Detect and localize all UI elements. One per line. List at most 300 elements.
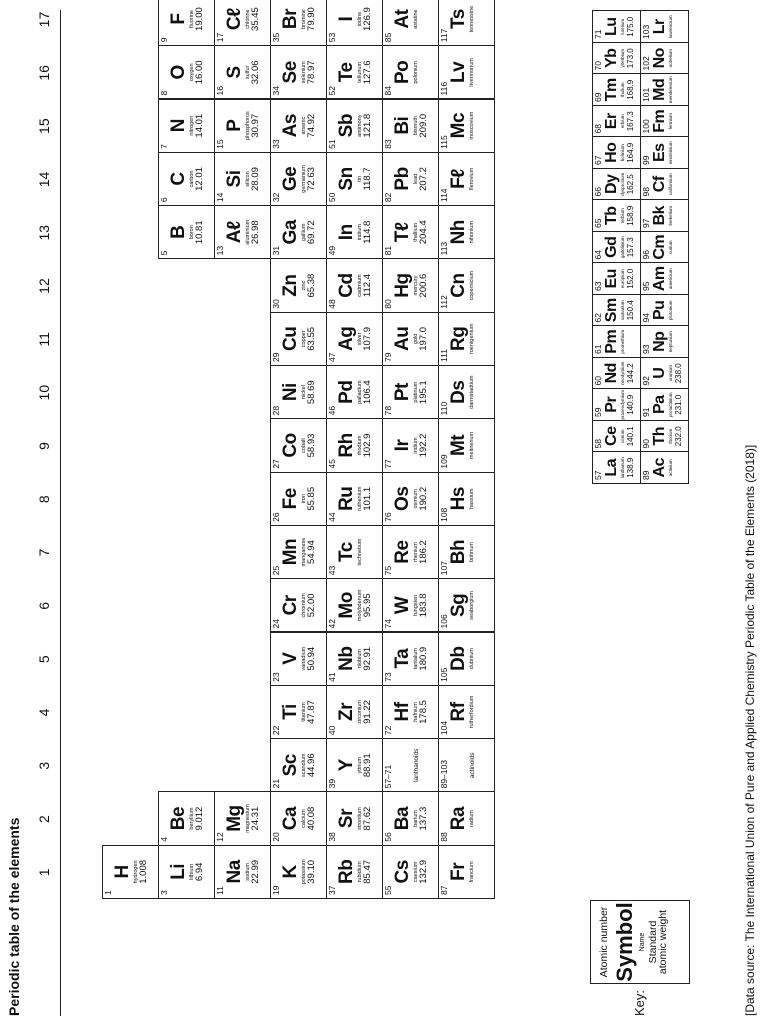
- atomic-number: 6: [159, 197, 169, 203]
- element-symbol: Mg: [224, 805, 245, 832]
- atomic-number: 23: [271, 672, 281, 682]
- atomic-number: 113: [439, 241, 449, 256]
- element-cell-i: [326, 0, 383, 46]
- atomic-number: 111: [439, 349, 449, 362]
- group-header: 8: [36, 495, 52, 504]
- atomic-weight: 22.99: [250, 859, 261, 884]
- element-cell-k: [270, 845, 327, 899]
- element-symbol: Pa: [651, 395, 668, 415]
- element-symbol: Sm: [603, 298, 620, 323]
- page-title: Periodic table of the elements: [6, 817, 22, 1016]
- atomic-number: 116: [439, 81, 449, 96]
- atomic-weight: 101.1: [362, 486, 373, 511]
- element-cell-tc: [326, 525, 383, 579]
- element-name: einsteinium: [668, 141, 673, 165]
- element-cell-te: [326, 45, 383, 99]
- element-cell-ni: [270, 365, 327, 419]
- element-cell-co: [270, 418, 327, 472]
- atomic-number: 4: [159, 836, 169, 842]
- element-cell-dy: [592, 168, 641, 201]
- element-cell-li: [158, 845, 215, 899]
- atomic-number: 8: [159, 90, 169, 96]
- atomic-weight: 152.0: [626, 268, 635, 289]
- element-name: livermorium: [469, 58, 475, 87]
- element-name: ytterbium: [620, 49, 625, 68]
- group-header: 12: [36, 278, 52, 294]
- element-cell-cs: [382, 845, 439, 899]
- atomic-weight: 144.2: [626, 363, 635, 384]
- atomic-number: 89–103: [439, 760, 449, 789]
- atomic-number: 63: [593, 281, 603, 291]
- element-symbol: Cℓ: [224, 8, 245, 31]
- atomic-number: 97: [641, 218, 651, 228]
- element-name: tellurium: [357, 61, 363, 83]
- element-name: rutherfordium: [469, 695, 475, 729]
- element-name: silver: [357, 332, 363, 346]
- element-name: thulium: [620, 82, 625, 98]
- key-symbol: Symbol: [611, 902, 637, 982]
- element-cell-ac: [640, 452, 689, 485]
- atomic-number: 50: [327, 192, 337, 203]
- element-name: scandium: [301, 753, 307, 778]
- element-cell-ge: [270, 152, 327, 206]
- element-symbol: Po: [392, 60, 413, 84]
- element-name: iron: [301, 494, 307, 504]
- atomic-weight: 195.1: [418, 380, 429, 405]
- element-name: hafnium: [413, 702, 419, 722]
- atomic-number: 115: [439, 135, 449, 149]
- atomic-number: 14: [215, 192, 225, 203]
- atomic-number: 73: [383, 672, 393, 682]
- element-cell-hf: [382, 685, 439, 739]
- element-name: praseodymium: [620, 390, 625, 420]
- element-name: samarium: [620, 300, 625, 321]
- element-symbol: Rf: [448, 702, 469, 722]
- atomic-number: 91: [641, 407, 651, 417]
- element-name: uranium: [668, 365, 673, 382]
- atomic-number: 92: [641, 376, 651, 386]
- element-symbol: Pd: [336, 380, 357, 404]
- key-weight-line1: Standard: [646, 920, 659, 964]
- element-name: curium: [668, 240, 673, 255]
- element-name: hydrogen: [133, 860, 139, 884]
- element-symbol: Nh: [448, 220, 469, 245]
- atomic-weight: 209.0: [418, 113, 429, 138]
- element-cell-np: [640, 326, 689, 359]
- atomic-weight: 192.2: [418, 433, 429, 458]
- group-header: 15: [36, 118, 52, 134]
- element-cell-cℓ: [214, 0, 271, 46]
- title-rule: [60, 10, 61, 1016]
- element-symbol: Ru: [336, 486, 357, 511]
- atomic-weight: 173.0: [626, 48, 635, 69]
- atomic-number: 3: [159, 890, 169, 895]
- element-symbol: Hf: [392, 702, 413, 722]
- atomic-weight: 121.8: [362, 113, 373, 138]
- element-name: niobium: [357, 649, 363, 669]
- atomic-weight: 10.81: [194, 220, 205, 245]
- atomic-weight: 28.09: [250, 167, 261, 191]
- atomic-number: 7: [159, 144, 169, 149]
- element-name: francium: [469, 861, 475, 883]
- element-symbol: Lu: [603, 17, 620, 37]
- atomic-weight: 72.63: [306, 167, 317, 191]
- group-header: 17: [36, 11, 52, 28]
- element-symbol: Ce: [603, 426, 620, 446]
- atomic-weight: 180.9: [418, 646, 429, 671]
- element-name: dubnium: [469, 648, 475, 670]
- element-symbol: In: [336, 224, 357, 241]
- atomic-number: 40: [327, 725, 337, 736]
- element-name: titanium: [301, 702, 307, 722]
- atomic-weight: 78.97: [306, 60, 317, 85]
- element-symbol: Pt: [392, 383, 413, 402]
- atomic-weight: 14.01: [194, 113, 205, 138]
- element-symbol: Am: [651, 266, 668, 292]
- atomic-number: 15: [215, 139, 225, 149]
- element-name: tantalum: [413, 648, 419, 670]
- group-header: 3: [36, 761, 52, 770]
- element-name: sodium: [245, 862, 251, 881]
- element-symbol: Nb: [336, 646, 357, 671]
- atomic-weight: 1.008: [138, 859, 149, 884]
- element-name: dysprosium: [620, 172, 625, 196]
- element-symbol: U: [651, 367, 668, 379]
- element-cell-sr: [326, 791, 383, 845]
- element-name: protactinium: [668, 392, 673, 418]
- element-name: zinc: [301, 280, 307, 291]
- atomic-weight: 162.5: [626, 174, 635, 195]
- element-cell-pb: [382, 152, 439, 206]
- element-symbol: Es: [651, 143, 668, 163]
- element-name: holmium: [620, 144, 625, 162]
- atomic-weight: 204.4: [418, 220, 429, 245]
- element-symbol: S: [224, 66, 245, 79]
- element-cell-cd: [326, 258, 383, 312]
- atomic-number: 48: [327, 299, 337, 309]
- element-name: plutonium: [668, 300, 673, 321]
- element-name: meitnerium: [469, 431, 475, 460]
- atomic-number: 67: [593, 155, 603, 165]
- element-cell-nb: [326, 632, 383, 686]
- series-note: actinoids: [469, 752, 476, 779]
- element-cell-p: [214, 99, 271, 153]
- group-header: 13: [36, 224, 52, 241]
- atomic-number: 75: [383, 565, 393, 576]
- element-symbol: Pr: [603, 396, 620, 413]
- element-cell-tℓ: [382, 205, 439, 259]
- atomic-weight: 106.4: [362, 380, 373, 405]
- atomic-number: 60: [593, 376, 603, 386]
- atomic-number: 96: [641, 250, 651, 260]
- element-symbol: Cr: [280, 595, 301, 616]
- element-cell-tb: [592, 200, 641, 233]
- group-header: 5: [36, 655, 52, 664]
- element-symbol: Pb: [392, 167, 413, 191]
- atomic-weight: 39.10: [306, 859, 317, 884]
- element-name: nitrogen: [189, 115, 195, 136]
- element-symbol: Os: [392, 486, 413, 511]
- element-cell-ts: [438, 0, 495, 46]
- atomic-number: 102: [641, 56, 651, 71]
- element-cell-es: [640, 137, 689, 170]
- atomic-number: 70: [593, 61, 603, 71]
- atomic-number: 106: [439, 614, 449, 629]
- element-symbol: Y: [336, 759, 357, 772]
- element-cell-rh: [326, 418, 383, 472]
- element-symbol: B: [168, 225, 189, 239]
- element-symbol: Nd: [603, 363, 620, 384]
- element-symbol: Dy: [603, 174, 620, 194]
- element-name: lead: [413, 173, 419, 185]
- atomic-number: 108: [439, 507, 449, 522]
- element-name: aluminium: [245, 219, 251, 245]
- element-name: fermium: [668, 113, 673, 130]
- atomic-number: 69: [593, 92, 603, 102]
- element-name: antimony: [357, 114, 363, 137]
- atomic-weight: 197.0: [418, 326, 429, 351]
- atomic-weight: 65.38: [306, 273, 317, 298]
- element-cell-rb: [326, 845, 383, 899]
- atomic-number: 17: [215, 32, 225, 43]
- atomic-weight: 138.9: [626, 457, 635, 478]
- atomic-weight: 44.96: [306, 753, 317, 778]
- atomic-number: 29: [271, 352, 281, 362]
- element-name: mendelevium: [668, 76, 673, 104]
- element-cell-ir: [382, 418, 439, 472]
- series-note: lanthanoids: [413, 748, 420, 782]
- element-cell-ti: [270, 685, 327, 739]
- element-cell-cu: [270, 312, 327, 366]
- atomic-weight: 88.91: [362, 753, 373, 778]
- element-name: germanium: [301, 165, 307, 193]
- element-name: indium: [357, 224, 363, 241]
- atomic-number: 52: [327, 86, 337, 96]
- element-symbol: Rg: [448, 326, 469, 352]
- element-cell-ga: [270, 205, 327, 259]
- element-name: californium: [668, 173, 673, 196]
- element-name: bismuth: [413, 116, 419, 136]
- atomic-weight: 140.9: [626, 394, 635, 415]
- atomic-number: 49: [327, 245, 337, 256]
- element-cell-sn: [326, 152, 383, 206]
- element-name: americium: [668, 268, 673, 290]
- element-name: polonium: [413, 61, 419, 84]
- atomic-number: 55: [383, 885, 393, 895]
- atomic-number: 5: [159, 250, 169, 256]
- atomic-number: 34: [271, 86, 281, 96]
- element-symbol: Br: [280, 9, 301, 30]
- element-cell-la: [592, 452, 641, 485]
- element-name: carbon: [189, 170, 195, 188]
- element-symbol: Np: [651, 331, 668, 352]
- element-cell-mg: [214, 791, 271, 845]
- atomic-weight: 175.0: [626, 16, 635, 37]
- element-symbol: Lv: [448, 61, 469, 83]
- atomic-number: 95: [641, 281, 651, 291]
- element-name: cadmium: [357, 274, 363, 297]
- atomic-number: 84: [383, 86, 393, 96]
- element-cell-n: [158, 99, 215, 153]
- element-cell-ba: [382, 791, 439, 845]
- atomic-weight: 150.4: [626, 300, 635, 321]
- element-name: beryllium: [189, 807, 195, 830]
- element-cell-tm: [592, 74, 641, 107]
- atomic-weight: 190.2: [418, 486, 429, 511]
- element-name: nihonium: [469, 221, 475, 244]
- element-cell-ce: [592, 420, 641, 453]
- atomic-weight: 158.9: [626, 205, 635, 226]
- element-symbol: Tb: [603, 206, 620, 226]
- group-header: 7: [36, 548, 52, 557]
- atomic-weight: 24.31: [250, 806, 261, 831]
- element-name: flerovium: [469, 167, 475, 191]
- atomic-weight: 19.00: [194, 7, 205, 31]
- atomic-weight: 95.95: [362, 593, 373, 618]
- atomic-number: 76: [383, 512, 393, 522]
- element-cell-na: [214, 845, 271, 899]
- element-name: thorium: [668, 428, 673, 444]
- element-name: arsenic: [301, 116, 307, 135]
- element-cell-sg: [438, 578, 495, 632]
- atomic-number: 37: [327, 885, 337, 895]
- element-symbol: Fr: [448, 862, 469, 881]
- element-symbol: Mn: [280, 538, 301, 566]
- element-symbol: Cf: [651, 176, 668, 193]
- element-cell-fe: [270, 472, 327, 526]
- element-name: oxygen: [189, 63, 195, 82]
- element-symbol: Ti: [280, 704, 301, 720]
- element-symbol: Er: [603, 113, 620, 130]
- element-name: europium: [620, 269, 625, 289]
- atomic-weight: 207.2: [418, 167, 429, 191]
- element-symbol: Cm: [651, 234, 668, 260]
- element-symbol: La: [603, 458, 620, 477]
- atomic-number: 110: [439, 401, 449, 416]
- element-cell-mc: [438, 99, 495, 153]
- element-name: platinum: [413, 381, 419, 403]
- atomic-number: 103: [641, 24, 651, 39]
- element-cell-ru: [326, 472, 383, 526]
- atomic-weight: 238.0: [674, 363, 683, 384]
- element-name: tungsten: [413, 594, 419, 616]
- element-symbol: Cn: [448, 273, 469, 298]
- atomic-number: 53: [327, 32, 337, 43]
- atomic-weight: 74.92: [306, 113, 317, 138]
- data-source-note: [Data source: The International Union of Pure and Applied Chemistry Periodic Table of the Elements (2018)]: [743, 444, 757, 1016]
- element-name: palladium: [357, 380, 363, 404]
- element-cell-fℓ: [438, 152, 495, 206]
- atomic-weight: 164.9: [626, 142, 635, 163]
- atomic-number: 58: [593, 439, 603, 449]
- element-name: radium: [469, 810, 475, 827]
- element-name: ruthenium: [357, 486, 363, 511]
- atomic-weight: 127.6: [362, 60, 373, 85]
- atomic-number: 100: [641, 119, 651, 134]
- atomic-number: 98: [641, 187, 651, 197]
- element-name: chlorine: [245, 9, 251, 29]
- element-symbol: Ag: [336, 326, 357, 352]
- atomic-number: 87: [439, 885, 449, 895]
- element-cell-cm: [640, 231, 689, 264]
- element-cell-fr: [438, 845, 495, 899]
- element-cell-os: [382, 472, 439, 526]
- element-name: neodymium: [620, 361, 625, 385]
- element-name: cerium: [620, 429, 625, 444]
- atomic-number: 77: [383, 459, 393, 469]
- atomic-number: 83: [383, 139, 393, 149]
- element-name: darmstadtium: [469, 375, 475, 409]
- atomic-number: 85: [383, 32, 393, 43]
- element-cell-bk: [640, 200, 689, 233]
- atomic-weight: 137.3: [418, 806, 429, 831]
- element-name: vanadium: [301, 646, 307, 671]
- element-symbol: Ra: [448, 806, 469, 831]
- element-name: manganese: [301, 537, 307, 567]
- element-name: cobalt: [301, 438, 307, 453]
- atomic-number: 51: [327, 139, 337, 149]
- atomic-number: 47: [327, 352, 337, 362]
- element-symbol: N: [168, 119, 189, 133]
- element-symbol: As: [280, 114, 301, 138]
- element-symbol: O: [168, 65, 189, 80]
- element-symbol: Rb: [336, 859, 357, 885]
- element-symbol: No: [651, 48, 668, 69]
- element-cell-mn: [270, 525, 327, 579]
- atomic-number: 99: [641, 155, 651, 165]
- element-cell-be: [158, 791, 215, 845]
- element-name: seaborgium: [469, 590, 475, 620]
- atomic-number: 112: [439, 295, 449, 309]
- atomic-number: 24: [271, 619, 281, 629]
- element-symbol: Sb: [336, 114, 357, 138]
- element-name: barium: [413, 810, 419, 827]
- atomic-number: 82: [383, 192, 393, 203]
- element-cell-s: [214, 45, 271, 99]
- element-symbol: Gd: [603, 236, 620, 258]
- element-name: strontium: [357, 807, 363, 830]
- atomic-number: 66: [593, 187, 603, 197]
- element-cell-fm: [640, 105, 689, 138]
- element-symbol: Md: [651, 78, 668, 101]
- atomic-weight: 30.97: [250, 113, 261, 138]
- element-cell-sb: [326, 99, 383, 153]
- atomic-weight: 186.2: [418, 540, 429, 564]
- element-cell-ca: [270, 791, 327, 845]
- element-cell-ta: [382, 632, 439, 686]
- atomic-weight: 55.85: [306, 486, 317, 511]
- element-symbol: Cd: [336, 273, 357, 298]
- element-symbol: Db: [448, 646, 469, 671]
- atomic-number: 61: [593, 344, 603, 354]
- element-cell-rf: [438, 685, 495, 739]
- element-symbol: Rh: [336, 433, 357, 458]
- key-label: Key:: [632, 989, 647, 1016]
- element-name: gold: [413, 333, 419, 345]
- element-cell-md: [640, 74, 689, 107]
- group-header: 14: [36, 171, 52, 188]
- atomic-number: 107: [439, 561, 449, 576]
- element-name: fluorine: [189, 10, 195, 29]
- atomic-number: 81: [383, 245, 393, 256]
- element-name: nobelium: [668, 49, 673, 68]
- element-name: yttrium: [357, 757, 363, 774]
- element-name: mercury: [413, 275, 419, 296]
- atomic-number: 20: [271, 832, 281, 842]
- element-symbol: Pm: [603, 329, 620, 354]
- atomic-weight: 26.98: [250, 220, 261, 245]
- element-cell-o: [158, 45, 215, 99]
